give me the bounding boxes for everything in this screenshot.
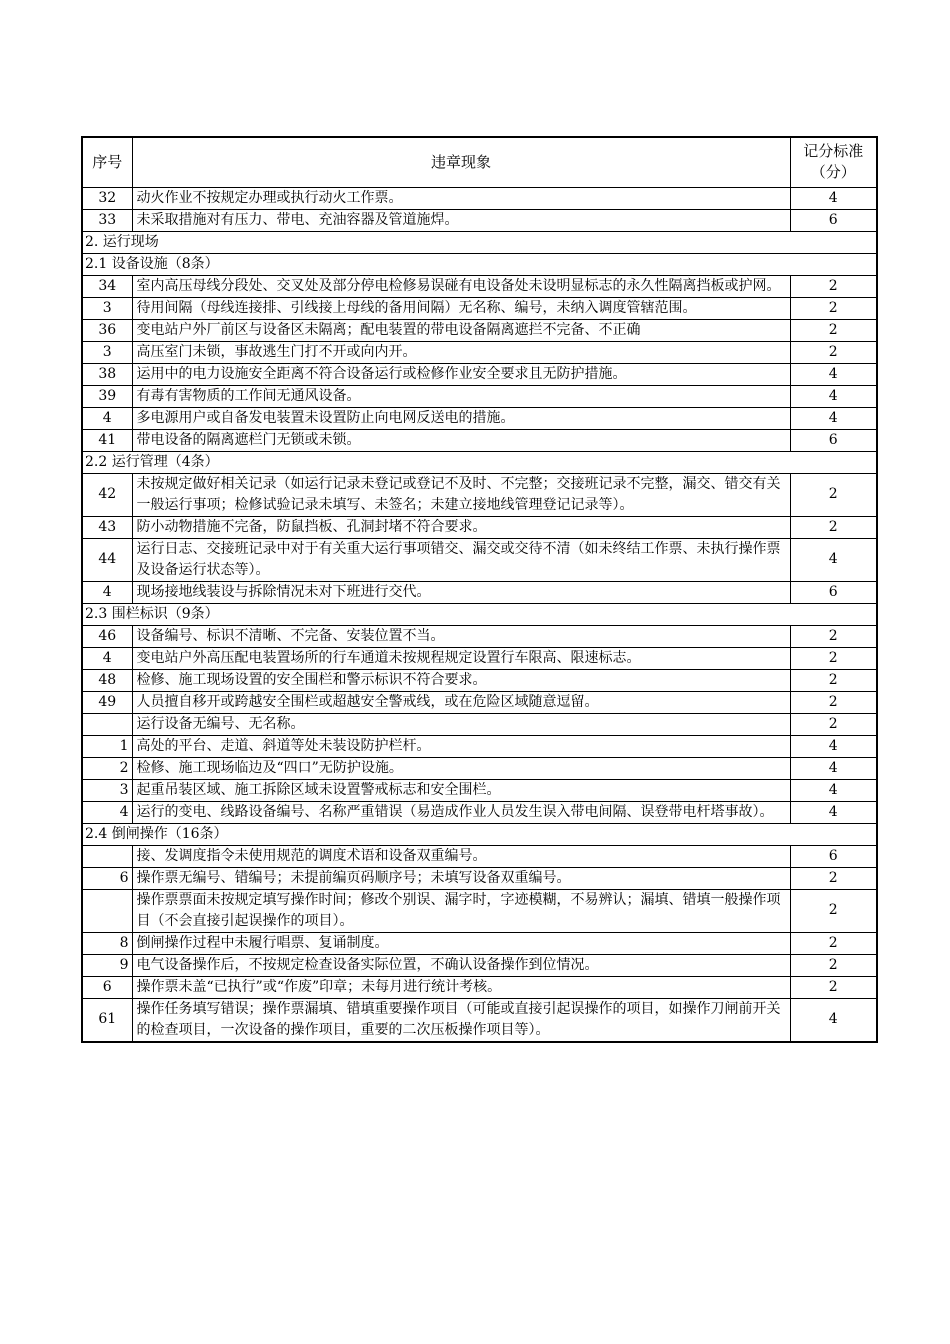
- row-number: 4: [82, 647, 132, 669]
- score-value: 2: [790, 625, 877, 647]
- row-number: [82, 889, 132, 932]
- table-row: [82, 407, 877, 429]
- score-value: 2: [790, 867, 877, 889]
- violation-description: 多电源用户或自备发电装置未设置防止向电网反送电的措施。: [132, 407, 790, 429]
- table-row: [82, 647, 877, 669]
- table-row: [82, 735, 877, 757]
- violation-description: 操作票票面未按规定填写操作时间；修改个别误、漏字时，字迹模糊，不易辨认；漏填、错填一般操作项目（不会直接引起误操作的项目）。: [132, 889, 790, 932]
- row-number: 61: [82, 998, 132, 1042]
- table-row: [82, 713, 877, 735]
- violation-description: 起重吊装区域、施工拆除区域未设置警戒标志和安全围栏。: [132, 779, 790, 801]
- violation-description: 接、发调度指令未使用规范的调度术语和设备双重编号。: [132, 845, 790, 867]
- row-number: 44: [82, 538, 132, 581]
- table-row: [82, 691, 877, 713]
- violation-description: 运行的变电、线路设备编号、名称严重错误（易造成作业人员发生误入带电间隔、误登带电杆塔事故）。: [132, 801, 790, 823]
- row-number: 32: [82, 187, 132, 209]
- section-title: 2.2 运行管理（4条）: [82, 451, 877, 473]
- violation-description: 室内高压母线分段处、交叉处及部分停电检修易误碰有电设备处未设明显标志的永久性隔离挡板或护网。: [132, 275, 790, 297]
- score-value: 4: [790, 998, 877, 1042]
- table-row: [82, 625, 877, 647]
- table-row: [82, 889, 877, 932]
- header-no: 序号: [82, 137, 132, 187]
- row-number: 9: [82, 954, 132, 976]
- score-value: 4: [790, 385, 877, 407]
- violation-description: 防小动物措施不完备，防鼠挡板、孔洞封堵不符合要求。: [132, 516, 790, 538]
- score-value: 2: [790, 341, 877, 363]
- section-row: [82, 603, 877, 625]
- table-row: [82, 385, 877, 407]
- violation-table-body: [82, 137, 877, 1042]
- violation-table: [81, 136, 878, 1043]
- violation-description: 高压室门未锁，事故逃生门打不开或向内开。: [132, 341, 790, 363]
- row-number: 3: [82, 341, 132, 363]
- score-value: 4: [790, 735, 877, 757]
- score-value: 4: [790, 187, 877, 209]
- table-row: [82, 954, 877, 976]
- section-row: [82, 823, 877, 845]
- header-score: 记分标准（分）: [790, 137, 877, 187]
- score-value: 6: [790, 581, 877, 603]
- row-number: 6: [82, 976, 132, 998]
- violation-description: 人员擅自移开或跨越安全围栏或超越安全警戒线，或在危险区域随意逗留。: [132, 691, 790, 713]
- table-row: [82, 341, 877, 363]
- row-number: 33: [82, 209, 132, 231]
- table-row: [82, 275, 877, 297]
- table-header-row: [82, 137, 877, 187]
- table-row: [82, 779, 877, 801]
- table-row: [82, 757, 877, 779]
- score-value: 2: [790, 297, 877, 319]
- score-value: 4: [790, 407, 877, 429]
- section-title: 2.1 设备设施（8条）: [82, 253, 877, 275]
- row-number: 8: [82, 932, 132, 954]
- table-row: [82, 516, 877, 538]
- table-row: [82, 363, 877, 385]
- score-value: 4: [790, 538, 877, 581]
- score-value: 4: [790, 757, 877, 779]
- table-row: [82, 319, 877, 341]
- score-value: 2: [790, 691, 877, 713]
- header-description: 违章现象: [132, 137, 790, 187]
- score-value: 6: [790, 429, 877, 451]
- table-row: [82, 998, 877, 1042]
- section-row: [82, 231, 877, 253]
- row-number: 43: [82, 516, 132, 538]
- violation-description: 倒闸操作过程中未履行唱票、复诵制度。: [132, 932, 790, 954]
- violation-description: 操作票无编号、错编号；未提前编页码顺序号；未填写设备双重编号。: [132, 867, 790, 889]
- violation-description: 未采取措施对有压力、带电、充油容器及管道施焊。: [132, 209, 790, 231]
- violation-description: 运行设备无编号、无名称。: [132, 713, 790, 735]
- score-value: 2: [790, 516, 877, 538]
- violation-description: 高处的平台、走道、斜道等处未装设防护栏杆。: [132, 735, 790, 757]
- section-title: 2.3 围栏标识（9条）: [82, 603, 877, 625]
- section-row: [82, 253, 877, 275]
- table-row: [82, 801, 877, 823]
- table-row: [82, 867, 877, 889]
- table-row: [82, 187, 877, 209]
- row-number: 39: [82, 385, 132, 407]
- table-row: [82, 932, 877, 954]
- row-number: 38: [82, 363, 132, 385]
- section-title: 2. 运行现场: [82, 231, 877, 253]
- violation-description: 运行日志、交接班记录中对于有关重大运行事项错交、漏交或交待不清（如未终结工作票、未执行操作票及设备运行状态等）。: [132, 538, 790, 581]
- score-value: 2: [790, 669, 877, 691]
- row-number: 49: [82, 691, 132, 713]
- section-row: [82, 451, 877, 473]
- table-row: [82, 297, 877, 319]
- row-number: 2: [82, 757, 132, 779]
- row-number: 41: [82, 429, 132, 451]
- table-row: [82, 976, 877, 998]
- violation-table-sheet: [81, 136, 876, 1043]
- violation-description: 有毒有害物质的工作间无通风设备。: [132, 385, 790, 407]
- violation-description: 待用间隔（母线连接排、引线接上母线的备用间隔）无名称、编号，未纳入调度管辖范围。: [132, 297, 790, 319]
- table-row: [82, 473, 877, 516]
- table-row: [82, 429, 877, 451]
- score-value: 2: [790, 713, 877, 735]
- table-row: [82, 538, 877, 581]
- score-value: 2: [790, 319, 877, 341]
- score-value: 2: [790, 932, 877, 954]
- score-value: 2: [790, 647, 877, 669]
- table-row: [82, 209, 877, 231]
- violation-description: 带电设备的隔离遮栏门无锁或未锁。: [132, 429, 790, 451]
- violation-description: 操作任务填写错误；操作票漏填、错填重要操作项目（可能或直接引起误操作的项目，如操作刀闸前开关的检查项目，一次设备的操作项目，重要的二次压板操作项目等）。: [132, 998, 790, 1042]
- section-title: 2.4 倒闸操作（16条）: [82, 823, 877, 845]
- violation-description: 现场接地线装设与拆除情况未对下班进行交代。: [132, 581, 790, 603]
- row-number: 4: [82, 581, 132, 603]
- violation-description: 未按规定做好相关记录（如运行记录未登记或登记不及时、不完整；交接班记录不完整，漏交、错交有关一般运行事项；检修试验记录未填写、未签名；未建立接地线管理登记记录等）。: [132, 473, 790, 516]
- row-number: 4: [82, 801, 132, 823]
- row-number: 42: [82, 473, 132, 516]
- table-row: [82, 669, 877, 691]
- violation-description: 电气设备操作后，不按规定检查设备实际位置，不确认设备操作到位情况。: [132, 954, 790, 976]
- score-value: 4: [790, 363, 877, 385]
- table-row: [82, 845, 877, 867]
- row-number: [82, 713, 132, 735]
- violation-description: 运用中的电力设施安全距离不符合设备运行或检修作业安全要求且无防护措施。: [132, 363, 790, 385]
- score-value: 2: [790, 976, 877, 998]
- row-number: 4: [82, 407, 132, 429]
- violation-description: 操作票未盖“已执行”或“作废”印章；未每月进行统计考核。: [132, 976, 790, 998]
- row-number: 34: [82, 275, 132, 297]
- row-number: 1: [82, 735, 132, 757]
- table-row: [82, 581, 877, 603]
- row-number: 36: [82, 319, 132, 341]
- row-number: 3: [82, 297, 132, 319]
- violation-description: 变电站户外高压配电装置场所的行车通道未按规程规定设置行车限高、限速标志。: [132, 647, 790, 669]
- row-number: 46: [82, 625, 132, 647]
- score-value: 2: [790, 473, 877, 516]
- score-value: 6: [790, 845, 877, 867]
- score-value: 4: [790, 801, 877, 823]
- score-value: 6: [790, 209, 877, 231]
- score-value: 2: [790, 954, 877, 976]
- violation-description: 变电站户外厂前区与设备区未隔离；配电装置的带电设备隔离遮拦不完备、不正确: [132, 319, 790, 341]
- violation-description: 检修、施工现场设置的安全围栏和警示标识不符合要求。: [132, 669, 790, 691]
- row-number: 48: [82, 669, 132, 691]
- row-number: 6: [82, 867, 132, 889]
- violation-description: 检修、施工现场临边及“四口”无防护设施。: [132, 757, 790, 779]
- row-number: 3: [82, 779, 132, 801]
- violation-description: 设备编号、标识不清晰、不完备、安装位置不当。: [132, 625, 790, 647]
- score-value: 2: [790, 889, 877, 932]
- violation-description: 动火作业不按规定办理或执行动火工作票。: [132, 187, 790, 209]
- row-number: [82, 845, 132, 867]
- score-value: 2: [790, 275, 877, 297]
- score-value: 4: [790, 779, 877, 801]
